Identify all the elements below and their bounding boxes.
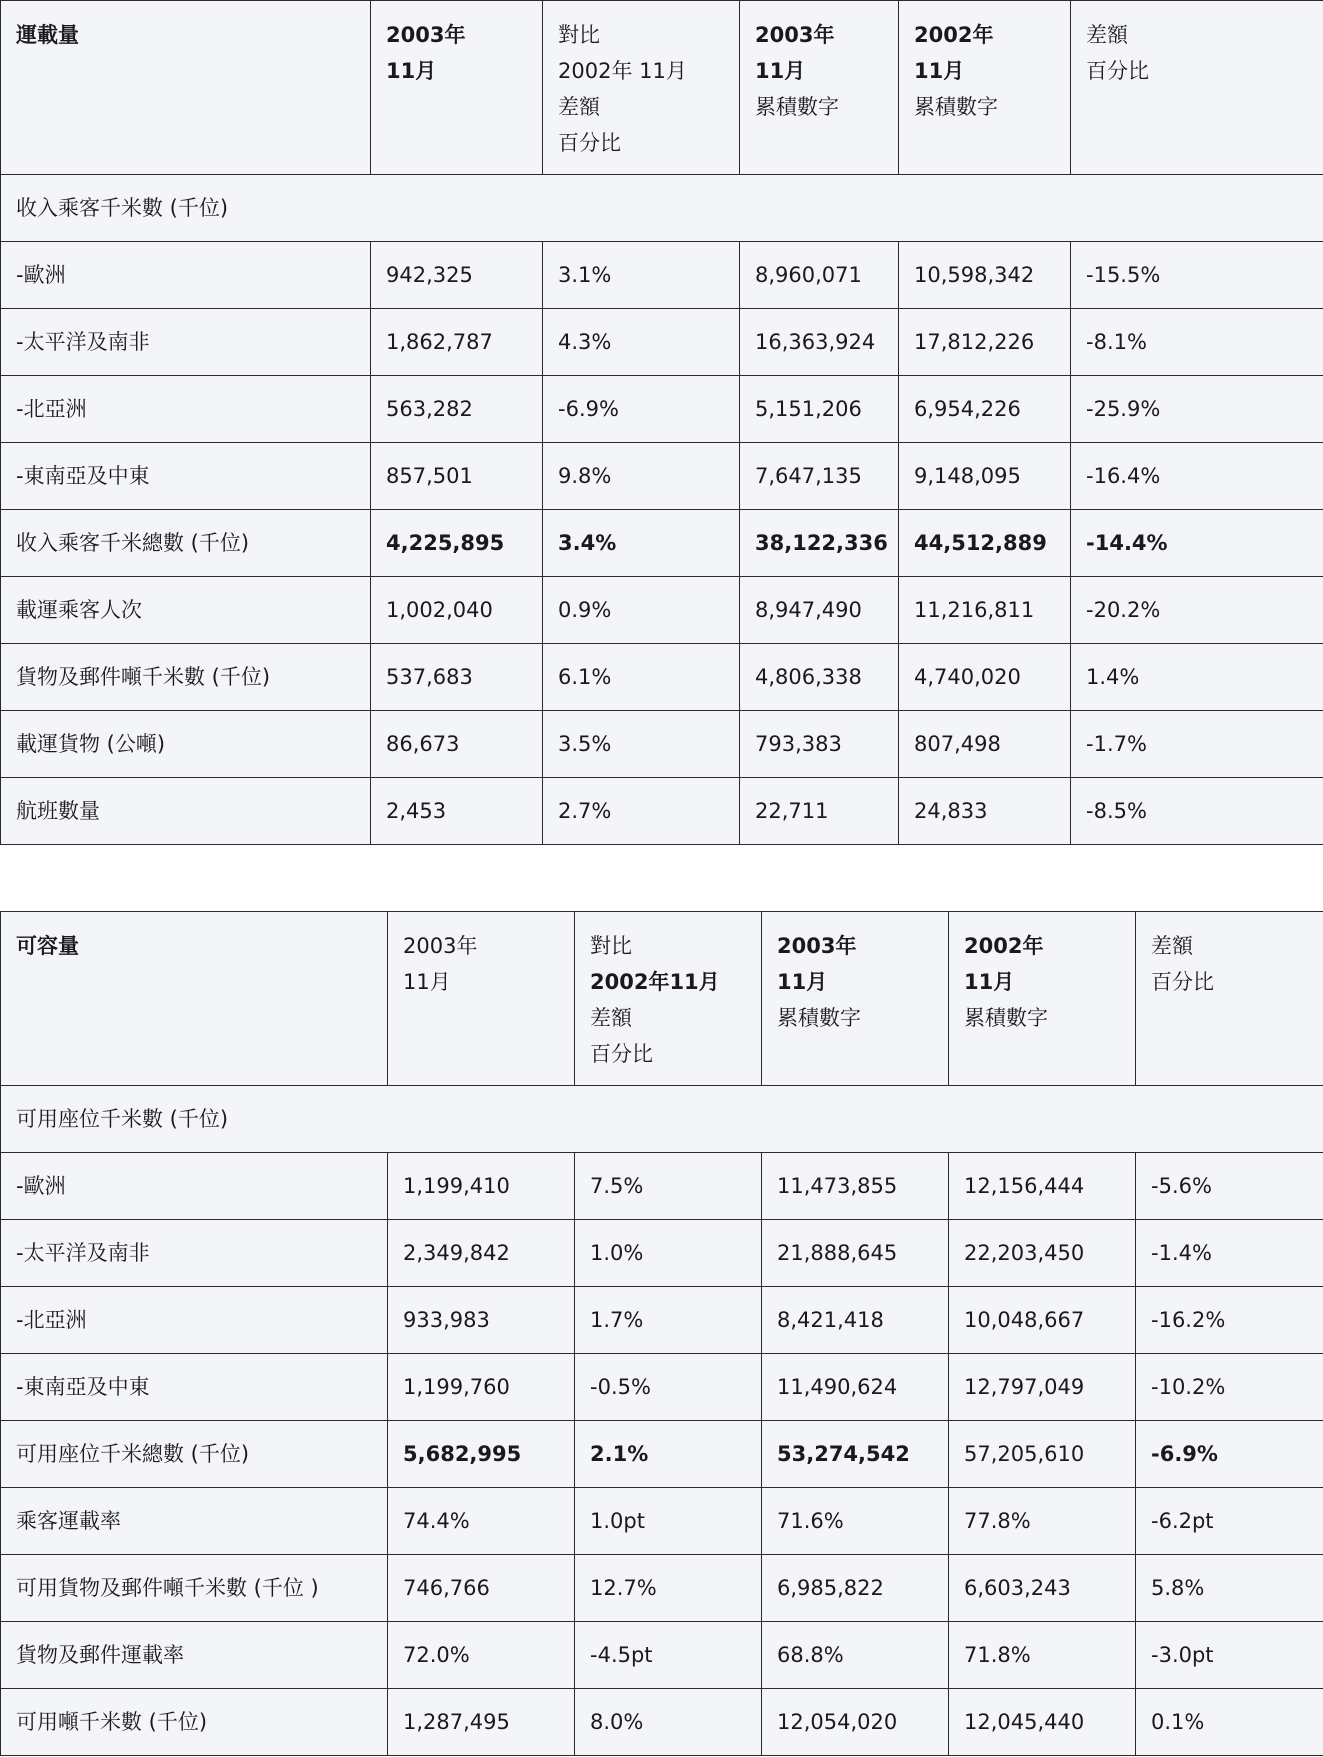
cell-v3: 793,383: [740, 711, 899, 778]
row-label: 可用噸千米數 (千位): [1, 1689, 388, 1756]
cell-v3: 8,421,418: [762, 1287, 949, 1354]
traffic-header-col4: 2002年 11月 累積數字: [899, 1, 1071, 175]
cell-v4: 12,156,444: [949, 1153, 1136, 1220]
cell-v4: 57,205,610: [949, 1421, 1136, 1488]
cell-v5: -5.6%: [1136, 1153, 1323, 1220]
traffic-header-label: 運載量: [1, 1, 371, 175]
row-label: -太平洋及南非: [1, 1220, 388, 1287]
cell-v1: 942,325: [371, 242, 543, 309]
cell-v3: 12,054,020: [762, 1689, 949, 1756]
cell-v1: 1,199,760: [388, 1354, 575, 1421]
capacity-header-label: 可容量: [1, 912, 388, 1086]
capacity-header-col3: 2003年 11月 累積數字: [762, 912, 949, 1086]
cell-v3: 8,947,490: [740, 577, 899, 644]
cell-v1: 1,199,410: [388, 1153, 575, 1220]
cell-v2: -6.9%: [543, 376, 740, 443]
cell-v3: 38,122,336: [740, 510, 899, 577]
table-row: [1, 443, 1323, 510]
cell-v4: 6,603,243: [949, 1555, 1136, 1622]
traffic-header-col2: 對比 2002年 11月 差額 百分比: [543, 1, 740, 175]
cell-v5: 1.4%: [1071, 644, 1323, 711]
traffic-header-col5: 差額 百分比: [1071, 1, 1323, 175]
cell-v4: 22,203,450: [949, 1220, 1136, 1287]
cell-v2: 12.7%: [575, 1555, 762, 1622]
capacity-header-col1: 2003年 11月: [388, 912, 575, 1086]
cell-v1: 537,683: [371, 644, 543, 711]
row-label: 航班數量: [1, 778, 371, 845]
row-label: -北亞洲: [1, 1287, 388, 1354]
cell-v5: -16.4%: [1071, 443, 1323, 510]
cell-v2: 7.5%: [575, 1153, 762, 1220]
cell-v4: 44,512,889: [899, 510, 1071, 577]
cell-v3: 68.8%: [762, 1622, 949, 1689]
cell-v5: -1.4%: [1136, 1220, 1323, 1287]
cell-v2: 3.5%: [543, 711, 740, 778]
table-row: [1, 1488, 1323, 1555]
cell-v5: 5.8%: [1136, 1555, 1323, 1622]
table-row: [1, 1421, 1323, 1488]
cell-v3: 16,363,924: [740, 309, 899, 376]
cell-v4: 12,797,049: [949, 1354, 1136, 1421]
capacity-header-row: [1, 912, 1323, 1086]
table-row: [1, 1220, 1323, 1287]
cell-v1: 72.0%: [388, 1622, 575, 1689]
cell-v4: 6,954,226: [899, 376, 1071, 443]
cell-v1: 4,225,895: [371, 510, 543, 577]
cell-v2: 4.3%: [543, 309, 740, 376]
cell-v5: 0.1%: [1136, 1689, 1323, 1756]
cell-v2: 1.0pt: [575, 1488, 762, 1555]
cell-v4: 24,833: [899, 778, 1071, 845]
cell-v5: -16.2%: [1136, 1287, 1323, 1354]
row-label: -北亞洲: [1, 376, 371, 443]
cell-v2: 2.7%: [543, 778, 740, 845]
cell-v4: 11,216,811: [899, 577, 1071, 644]
traffic-header-col1: 2003年 11月: [371, 1, 543, 175]
row-label: 貨物及郵件噸千米數 (千位): [1, 644, 371, 711]
cell-v3: 8,960,071: [740, 242, 899, 309]
row-label: 載運乘客人次: [1, 577, 371, 644]
cell-v2: 3.1%: [543, 242, 740, 309]
row-label: 可用貨物及郵件噸千米數 (千位 ): [1, 1555, 388, 1622]
cell-v1: 2,453: [371, 778, 543, 845]
cell-v4: 77.8%: [949, 1488, 1136, 1555]
cell-v4: 10,598,342: [899, 242, 1071, 309]
row-label: -東南亞及中東: [1, 1354, 388, 1421]
table-row: [1, 1354, 1323, 1421]
table-row: [1, 1555, 1323, 1622]
cell-v2: 3.4%: [543, 510, 740, 577]
cell-v3: 5,151,206: [740, 376, 899, 443]
cell-v3: 11,490,624: [762, 1354, 949, 1421]
cell-v5: -3.0pt: [1136, 1622, 1323, 1689]
cell-v4: 10,048,667: [949, 1287, 1136, 1354]
cell-v3: 22,711: [740, 778, 899, 845]
table-row: [1, 1622, 1323, 1689]
cell-v2: 1.7%: [575, 1287, 762, 1354]
cell-v3: 7,647,135: [740, 443, 899, 510]
cell-v5: -8.5%: [1071, 778, 1323, 845]
cell-v2: 6.1%: [543, 644, 740, 711]
table-row: [1, 1153, 1323, 1220]
row-label: -歐洲: [1, 1153, 388, 1220]
row-label: 載運貨物 (公噸): [1, 711, 371, 778]
traffic-table: [0, 0, 1323, 845]
cell-v1: 74.4%: [388, 1488, 575, 1555]
capacity-section-title: 可用座位千米數 (千位): [1, 1086, 1323, 1153]
cell-v2: 8.0%: [575, 1689, 762, 1756]
cell-v1: 1,862,787: [371, 309, 543, 376]
cell-v4: 807,498: [899, 711, 1071, 778]
cell-v3: 21,888,645: [762, 1220, 949, 1287]
cell-v1: 746,766: [388, 1555, 575, 1622]
cell-v5: -20.2%: [1071, 577, 1323, 644]
capacity-table: [0, 911, 1323, 1756]
cell-v2: 9.8%: [543, 443, 740, 510]
capacity-header-col5: 差額 百分比: [1136, 912, 1323, 1086]
cell-v1: 563,282: [371, 376, 543, 443]
cell-v2: 0.9%: [543, 577, 740, 644]
cell-v4: 71.8%: [949, 1622, 1136, 1689]
cell-v4: 17,812,226: [899, 309, 1071, 376]
cell-v1: 1,002,040: [371, 577, 543, 644]
row-label: -東南亞及中東: [1, 443, 371, 510]
cell-v5: -25.9%: [1071, 376, 1323, 443]
row-label: -歐洲: [1, 242, 371, 309]
cell-v1: 857,501: [371, 443, 543, 510]
table-row: [1, 778, 1323, 845]
cell-v4: 4,740,020: [899, 644, 1071, 711]
cell-v2: -0.5%: [575, 1354, 762, 1421]
cell-v5: -6.9%: [1136, 1421, 1323, 1488]
cell-v3: 4,806,338: [740, 644, 899, 711]
row-label: 貨物及郵件運載率: [1, 1622, 388, 1689]
row-label: 收入乘客千米總數 (千位): [1, 510, 371, 577]
cell-v2: 2.1%: [575, 1421, 762, 1488]
cell-v1: 5,682,995: [388, 1421, 575, 1488]
cell-v1: 2,349,842: [388, 1220, 575, 1287]
traffic-header-row: [1, 1, 1323, 175]
cell-v1: 86,673: [371, 711, 543, 778]
row-label: 可用座位千米總數 (千位): [1, 1421, 388, 1488]
capacity-header-col4: 2002年 11月 累積數字: [949, 912, 1136, 1086]
table-row: [1, 309, 1323, 376]
cell-v2: -4.5pt: [575, 1622, 762, 1689]
row-label: 乘客運載率: [1, 1488, 388, 1555]
cell-v5: -6.2pt: [1136, 1488, 1323, 1555]
table-row: [1, 510, 1323, 577]
cell-v1: 933,983: [388, 1287, 575, 1354]
table-row: [1, 242, 1323, 309]
cell-v5: -10.2%: [1136, 1354, 1323, 1421]
capacity-section-row: [1, 1086, 1323, 1153]
cell-v5: -1.7%: [1071, 711, 1323, 778]
cell-v3: 6,985,822: [762, 1555, 949, 1622]
table-row: [1, 577, 1323, 644]
cell-v4: 9,148,095: [899, 443, 1071, 510]
cell-v5: -14.4%: [1071, 510, 1323, 577]
table-row: [1, 711, 1323, 778]
cell-v4: 12,045,440: [949, 1689, 1136, 1756]
table-row: [1, 644, 1323, 711]
capacity-header-col2: 對比 2002年11月 差額 百分比: [575, 912, 762, 1086]
traffic-section-row: [1, 175, 1323, 242]
table-row: [1, 376, 1323, 443]
cell-v3: 71.6%: [762, 1488, 949, 1555]
cell-v3: 11,473,855: [762, 1153, 949, 1220]
row-label: -太平洋及南非: [1, 309, 371, 376]
cell-v5: -8.1%: [1071, 309, 1323, 376]
traffic-section-title: 收入乘客千米數 (千位): [1, 175, 1323, 242]
traffic-header-col3: 2003年 11月 累積數字: [740, 1, 899, 175]
cell-v5: -15.5%: [1071, 242, 1323, 309]
cell-v3: 53,274,542: [762, 1421, 949, 1488]
cell-v1: 1,287,495: [388, 1689, 575, 1756]
table-row: [1, 1287, 1323, 1354]
table-row: [1, 1689, 1323, 1756]
cell-v2: 1.0%: [575, 1220, 762, 1287]
